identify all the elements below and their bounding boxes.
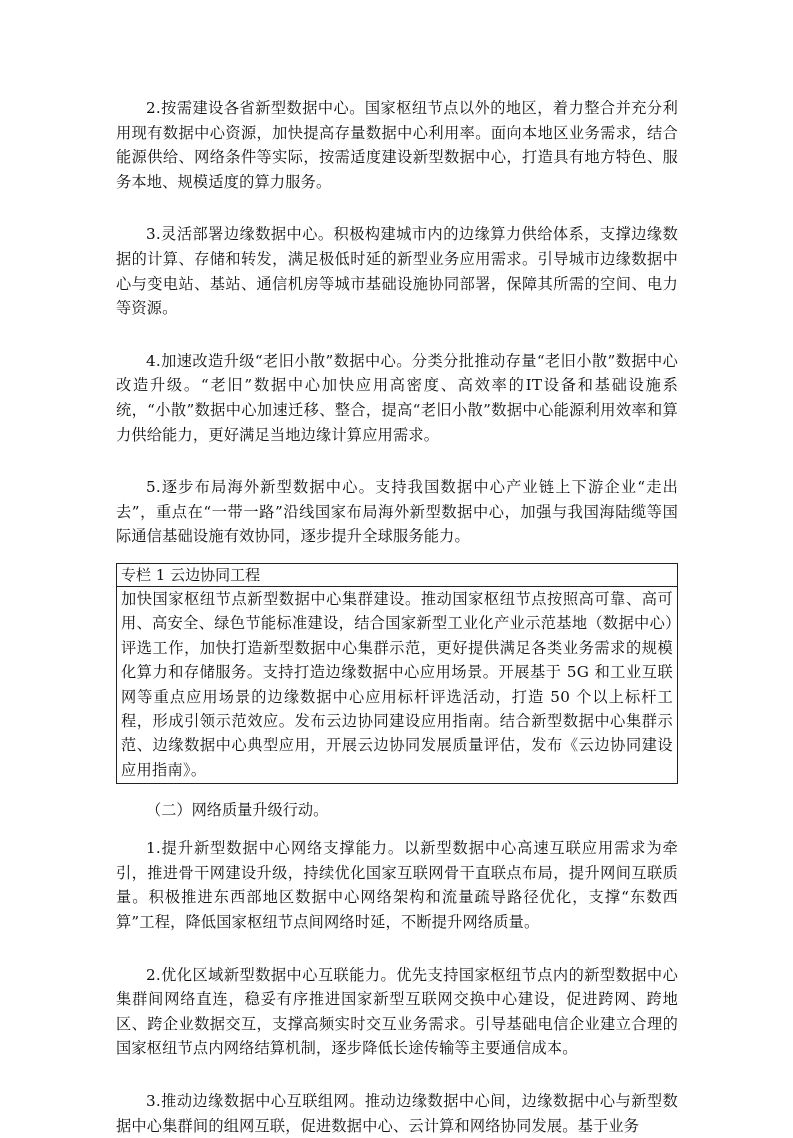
paragraph-legacy-upgrade: 4.加速改造升级“老旧小散”数据中心。分类分批推动存量“老旧小散”数据中心改造升级。“老旧”数据中心加快应用高密度、高效率的IT设备和基础设施系统，“小散”数据中心加速迁移、整合，提高“老旧小散”数据中心能源利用效率和算力供给能力，更好满足当地边缘计算应用需求。 — [116, 351, 678, 444]
column-box-cloud-edge — [116, 563, 678, 784]
paragraph-overseas-data-centers: 5.逐步布局海外新型数据中心。支持我国数据中心产业链上下游企业“走出去”，重点在“一带一路”沿线国家布局海外新型数据中心，加强与我国海陆缆等国际通信基础设施有效协同，逐步提升全球服务能力。 — [116, 478, 678, 546]
paragraph-provincial-data-centers: 2.按需建设各省新型数据中心。国家枢纽节点以外的地区，着力整合并充分利用现有数据中心资源，加快提高存量数据中心利用率。面向本地区业务需求，结合能源供给、网络条件等实际，按需适度建设新型数据中心，打造具有地方特色、服务本地、规模适度的算力服务。 — [116, 99, 678, 191]
paragraph-network-support: 1.提升新型数据中心网络支撑能力。以新型数据中心高速互联应用需求为牵引，推进骨干网建设升级，持续优化国家互联网骨干直联点布局，提升网间互联质量。积极推进东西部地区数据中心网络架构和流量疏导路径优化，支撑“东数西算”工程，降低国家枢纽节点间网络时延，不断提升网络质量。 — [116, 839, 678, 931]
paragraph-regional-interconnect: 2.优化区域新型数据中心互联能力。优先支持国家枢纽节点内的新型数据中心集群间网络直连，稳妥有序推进国家新型互联网交换中心建设，促进跨网、跨地区、跨企业数据交互，支撑高频实时交互业务需求。引导基础电信企业建立合理的国家枢纽节点内网络结算机制，逐步降低长途传输等主要通信成本。 — [116, 965, 678, 1058]
column-box-body: 加快国家枢纽节点新型数据中心集群建设。推动国家枢纽节点按照高可靠、高可用、高安全、绿色节能标准建设，结合国家新型工业化产业示范基地（数据中心）评选工作，加快打造新型数据中心集群示范，更好提供满足各类业务需求的规模化算力和存储服务。支持打造边缘数据中心应用场景。开展基于 5G 和工业互联网等重点应用场景的边缘数据中心应用标杆评选活动，打造 50 个以上标杆工程，形成引领示范效应。发布云边协同建设应用指南。结合新型数据中心集群示范、边缘数据中心典型应用，开展云边协同发展质量评估，发布《云边协同建设应用指南》。 — [121, 589, 673, 779]
paragraph-edge-data-centers: 3.灵活部署边缘数据中心。积极构建城市内的边缘算力供给体系，支撑边缘数据的计算、存储和转发，满足极低时延的新型业务应用需求。引导城市边缘数据中心与变电站、基站、通信机房等城市基础设施协同部署，保障其所需的空间、电力等资源。 — [116, 225, 678, 318]
paragraph-edge-interconnect: 3.推动边缘数据中心互联组网。推动边缘数据中心间，边缘数据中心与新型数据中心集群间的组网互联，促进数据中心、云计算和网络协同发展。基于业务 — [116, 1091, 678, 1135]
column-box-title: 专栏 1 云边协同工程 — [117, 564, 677, 587]
document-page — [116, 96, 678, 1138]
section-heading-network: （二）网络质量升级行动。 — [146, 801, 329, 820]
